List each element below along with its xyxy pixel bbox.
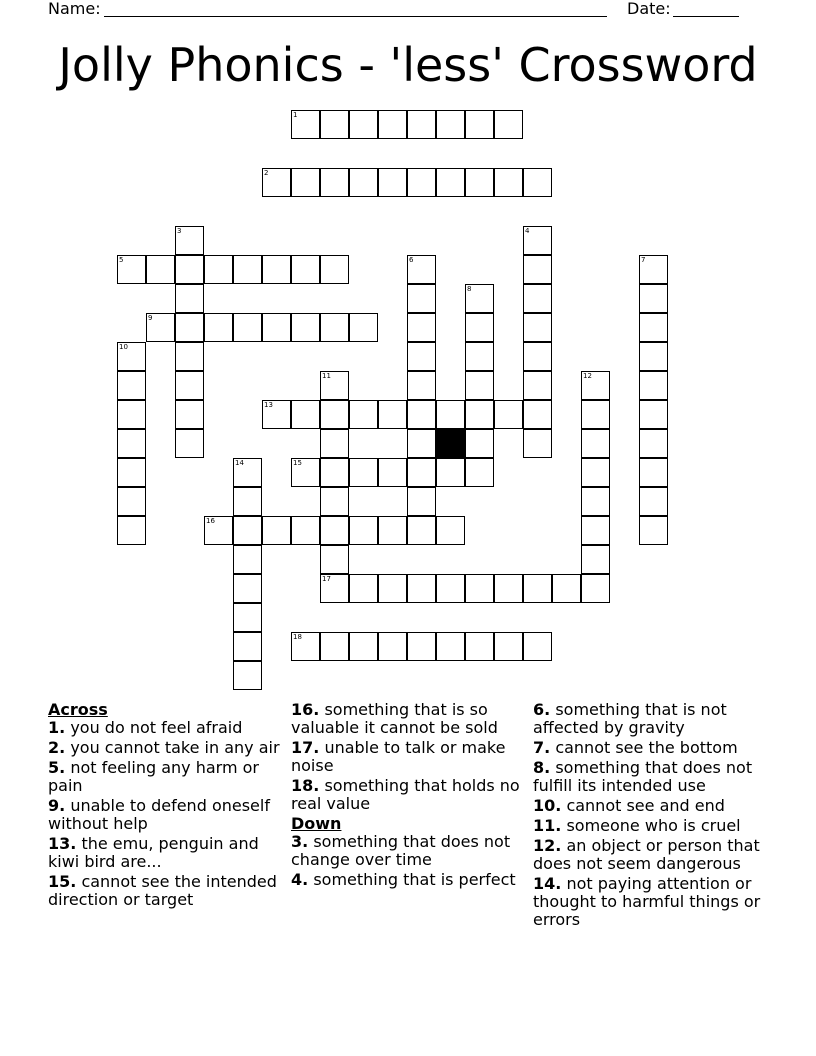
grid-cell[interactable]	[523, 371, 552, 400]
clue-number: 17	[322, 575, 331, 583]
grid-cell[interactable]	[581, 516, 610, 545]
grid-cell[interactable]	[349, 110, 378, 139]
clue-across-15: 15. cannot see the intended direction or target	[48, 872, 277, 909]
grid-cell[interactable]	[233, 487, 262, 516]
clue-down-4: 4. something that is perfect	[291, 870, 516, 889]
clue-down-7: 7. cannot see the bottom	[533, 738, 738, 757]
clue-number: 7	[641, 256, 646, 264]
grid-cell[interactable]	[349, 168, 378, 197]
grid-cell[interactable]	[523, 429, 552, 458]
grid-cell[interactable]	[465, 313, 494, 342]
grid-cell[interactable]	[175, 226, 204, 255]
grid-cell[interactable]	[581, 400, 610, 429]
grid-cell[interactable]	[407, 255, 436, 284]
clue-number: 12	[583, 372, 592, 380]
grid-cell[interactable]	[233, 516, 262, 545]
grid-cell[interactable]	[291, 313, 320, 342]
grid-cell[interactable]	[175, 429, 204, 458]
grid-cell[interactable]	[117, 342, 146, 371]
grid-cell[interactable]	[262, 168, 291, 197]
grid-cell[interactable]	[320, 632, 349, 661]
grid-cell[interactable]	[320, 110, 349, 139]
grid-cell[interactable]	[407, 574, 436, 603]
grid-cell[interactable]	[291, 110, 320, 139]
clue-number: 14	[235, 459, 244, 467]
grid-cell[interactable]	[175, 284, 204, 313]
grid-cell[interactable]	[378, 516, 407, 545]
page-title: Jolly Phonics - 'less' Crossword	[58, 38, 758, 92]
grid-cell[interactable]	[407, 632, 436, 661]
date-label: Date:	[627, 0, 671, 18]
grid-cell[interactable]	[262, 255, 291, 284]
grid-cell[interactable]	[378, 110, 407, 139]
grid-cell[interactable]	[320, 313, 349, 342]
grid-cell[interactable]	[204, 255, 233, 284]
grid-cell[interactable]	[436, 458, 465, 487]
grid-cell[interactable]	[581, 371, 610, 400]
grid-cell[interactable]	[349, 574, 378, 603]
grid-cell[interactable]	[262, 400, 291, 429]
grid-cell[interactable]	[175, 255, 204, 284]
grid-cell[interactable]	[320, 400, 349, 429]
grid-cell[interactable]	[117, 516, 146, 545]
grid-cell[interactable]	[639, 371, 668, 400]
grid-cell[interactable]	[146, 255, 175, 284]
block-cell	[436, 429, 465, 458]
clue-across-16: 16. something that is so valuable it cannot be sold	[291, 700, 498, 737]
grid-cell[interactable]	[494, 632, 523, 661]
clue-number: 18	[293, 633, 302, 641]
clue-number: 15	[293, 459, 302, 467]
down-heading: Down	[291, 814, 342, 833]
grid-cell[interactable]	[320, 545, 349, 574]
grid-cell[interactable]	[320, 516, 349, 545]
grid-cell[interactable]	[291, 516, 320, 545]
grid-cell[interactable]	[465, 400, 494, 429]
grid-cell[interactable]	[436, 400, 465, 429]
clue-down-12: 12. an object or person that does not seem dangerous	[533, 836, 760, 873]
grid-cell[interactable]	[465, 632, 494, 661]
clue-number: 2	[264, 169, 269, 177]
clue-number: 16	[206, 517, 215, 525]
grid-cell[interactable]	[581, 429, 610, 458]
grid-cell[interactable]	[407, 429, 436, 458]
grid-cell[interactable]	[233, 632, 262, 661]
grid-cell[interactable]	[378, 400, 407, 429]
grid-cell[interactable]	[523, 255, 552, 284]
grid-cell[interactable]	[117, 429, 146, 458]
grid-cell[interactable]	[639, 255, 668, 284]
grid-cell[interactable]	[407, 168, 436, 197]
clue-number: 6	[409, 256, 414, 264]
grid-cell[interactable]	[465, 371, 494, 400]
grid-cell[interactable]	[204, 516, 233, 545]
clues-column-2	[291, 701, 521, 891]
clue-number: 4	[525, 227, 530, 235]
grid-cell[interactable]	[581, 545, 610, 574]
grid-cell[interactable]	[117, 458, 146, 487]
grid-cell[interactable]	[407, 516, 436, 545]
grid-cell[interactable]	[378, 632, 407, 661]
grid-cell[interactable]	[523, 574, 552, 603]
grid-cell[interactable]	[494, 400, 523, 429]
clue-across-1: 1. you do not feel afraid	[48, 718, 243, 737]
grid-cell[interactable]	[233, 574, 262, 603]
clue-number: 1	[293, 111, 298, 119]
grid-cell[interactable]	[291, 400, 320, 429]
grid-cell[interactable]	[523, 342, 552, 371]
clue-number: 5	[119, 256, 124, 264]
grid-cell[interactable]	[639, 516, 668, 545]
across-heading: Across	[48, 700, 108, 719]
grid-cell[interactable]	[146, 313, 175, 342]
grid-cell[interactable]	[175, 313, 204, 342]
clue-down-6: 6. something that is not affected by gravity	[533, 700, 727, 737]
grid-cell[interactable]	[407, 371, 436, 400]
grid-cell[interactable]	[436, 574, 465, 603]
grid-cell[interactable]	[233, 458, 262, 487]
clue-number: 9	[148, 314, 153, 322]
grid-cell[interactable]	[523, 168, 552, 197]
grid-cell[interactable]	[233, 545, 262, 574]
grid-cell[interactable]	[407, 313, 436, 342]
grid-cell[interactable]	[233, 661, 262, 690]
grid-cell[interactable]	[494, 168, 523, 197]
clue-number: 8	[467, 285, 472, 293]
grid-cell[interactable]	[407, 110, 436, 139]
grid-cell[interactable]	[262, 516, 291, 545]
grid-cell[interactable]	[465, 458, 494, 487]
grid-cell[interactable]	[523, 313, 552, 342]
grid-cell[interactable]	[320, 168, 349, 197]
grid-cell[interactable]	[523, 284, 552, 313]
grid-cell[interactable]	[233, 255, 262, 284]
grid-cell[interactable]	[494, 574, 523, 603]
clue-across-2: 2. you cannot take in any air	[48, 738, 280, 757]
name-label: Name:	[48, 0, 101, 18]
grid-cell[interactable]	[581, 574, 610, 603]
clue-number: 13	[264, 401, 273, 409]
grid-cell[interactable]	[465, 429, 494, 458]
clue-across-13: 13. the emu, penguin and kiwi bird are...	[48, 834, 259, 871]
grid-cell[interactable]	[291, 168, 320, 197]
clue-down-11: 11. someone who is cruel	[533, 816, 741, 835]
grid-cell[interactable]	[117, 371, 146, 400]
grid-cell[interactable]	[291, 255, 320, 284]
clue-across-5: 5. not feeling any harm or pain	[48, 758, 259, 795]
grid-cell[interactable]	[320, 458, 349, 487]
grid-cell[interactable]	[407, 400, 436, 429]
grid-cell[interactable]	[320, 429, 349, 458]
grid-cell[interactable]	[407, 458, 436, 487]
grid-cell[interactable]	[262, 313, 291, 342]
grid-cell[interactable]	[581, 487, 610, 516]
clues-column-1	[48, 701, 286, 911]
grid-cell[interactable]	[349, 516, 378, 545]
grid-cell[interactable]	[436, 168, 465, 197]
grid-cell[interactable]	[175, 400, 204, 429]
grid-cell[interactable]	[639, 342, 668, 371]
grid-cell[interactable]	[465, 110, 494, 139]
grid-cell[interactable]	[320, 574, 349, 603]
grid-cell[interactable]	[204, 313, 233, 342]
grid-cell[interactable]	[639, 458, 668, 487]
grid-cell[interactable]	[639, 400, 668, 429]
clue-across-18: 18. something that holds no real value	[291, 776, 520, 813]
clues-column-3	[533, 701, 778, 931]
grid-cell[interactable]	[465, 284, 494, 313]
grid-cell[interactable]	[407, 342, 436, 371]
clue-across-17: 17. unable to talk or make noise	[291, 738, 506, 775]
grid-cell[interactable]	[639, 429, 668, 458]
grid-cell[interactable]	[581, 458, 610, 487]
grid-cell[interactable]	[291, 458, 320, 487]
clue-number: 11	[322, 372, 331, 380]
grid-cell[interactable]	[436, 632, 465, 661]
grid-cell[interactable]	[349, 400, 378, 429]
grid-cell[interactable]	[175, 371, 204, 400]
grid-cell[interactable]	[436, 110, 465, 139]
grid-cell[interactable]	[639, 313, 668, 342]
grid-cell[interactable]	[291, 632, 320, 661]
grid-cell[interactable]	[117, 487, 146, 516]
grid-cell[interactable]	[378, 168, 407, 197]
grid-cell[interactable]	[523, 400, 552, 429]
grid-cell[interactable]	[233, 603, 262, 632]
grid-cell[interactable]	[378, 574, 407, 603]
grid-cell[interactable]	[233, 313, 262, 342]
grid-cell[interactable]	[465, 574, 494, 603]
grid-cell[interactable]	[436, 516, 465, 545]
grid-cell[interactable]	[117, 400, 146, 429]
grid-cell[interactable]	[465, 168, 494, 197]
grid-cell[interactable]	[320, 487, 349, 516]
clue-down-3: 3. something that does not change over time	[291, 832, 511, 869]
grid-cell[interactable]	[349, 458, 378, 487]
grid-cell[interactable]	[320, 255, 349, 284]
grid-cell[interactable]	[523, 632, 552, 661]
grid-cell[interactable]	[407, 284, 436, 313]
grid-cell[interactable]	[407, 487, 436, 516]
grid-cell[interactable]	[320, 371, 349, 400]
clue-down-8: 8. something that does not fulfill its intended use	[533, 758, 753, 795]
grid-cell[interactable]	[523, 226, 552, 255]
clue-number: 3	[177, 227, 182, 235]
grid-cell[interactable]	[175, 342, 204, 371]
grid-cell[interactable]	[639, 284, 668, 313]
clue-down-14: 14. not paying attention or thought to harmful things or errors	[533, 874, 761, 929]
grid-cell[interactable]	[349, 632, 378, 661]
grid-cell[interactable]	[494, 110, 523, 139]
grid-cell[interactable]	[639, 487, 668, 516]
clue-number: 10	[119, 343, 128, 351]
grid-cell[interactable]	[349, 313, 378, 342]
clue-across-9: 9. unable to defend oneself without help	[48, 796, 270, 833]
clue-down-10: 10. cannot see and end	[533, 796, 725, 815]
grid-cell[interactable]	[378, 458, 407, 487]
grid-cell[interactable]	[465, 342, 494, 371]
grid-cell[interactable]	[552, 574, 581, 603]
grid-cell[interactable]	[117, 255, 146, 284]
